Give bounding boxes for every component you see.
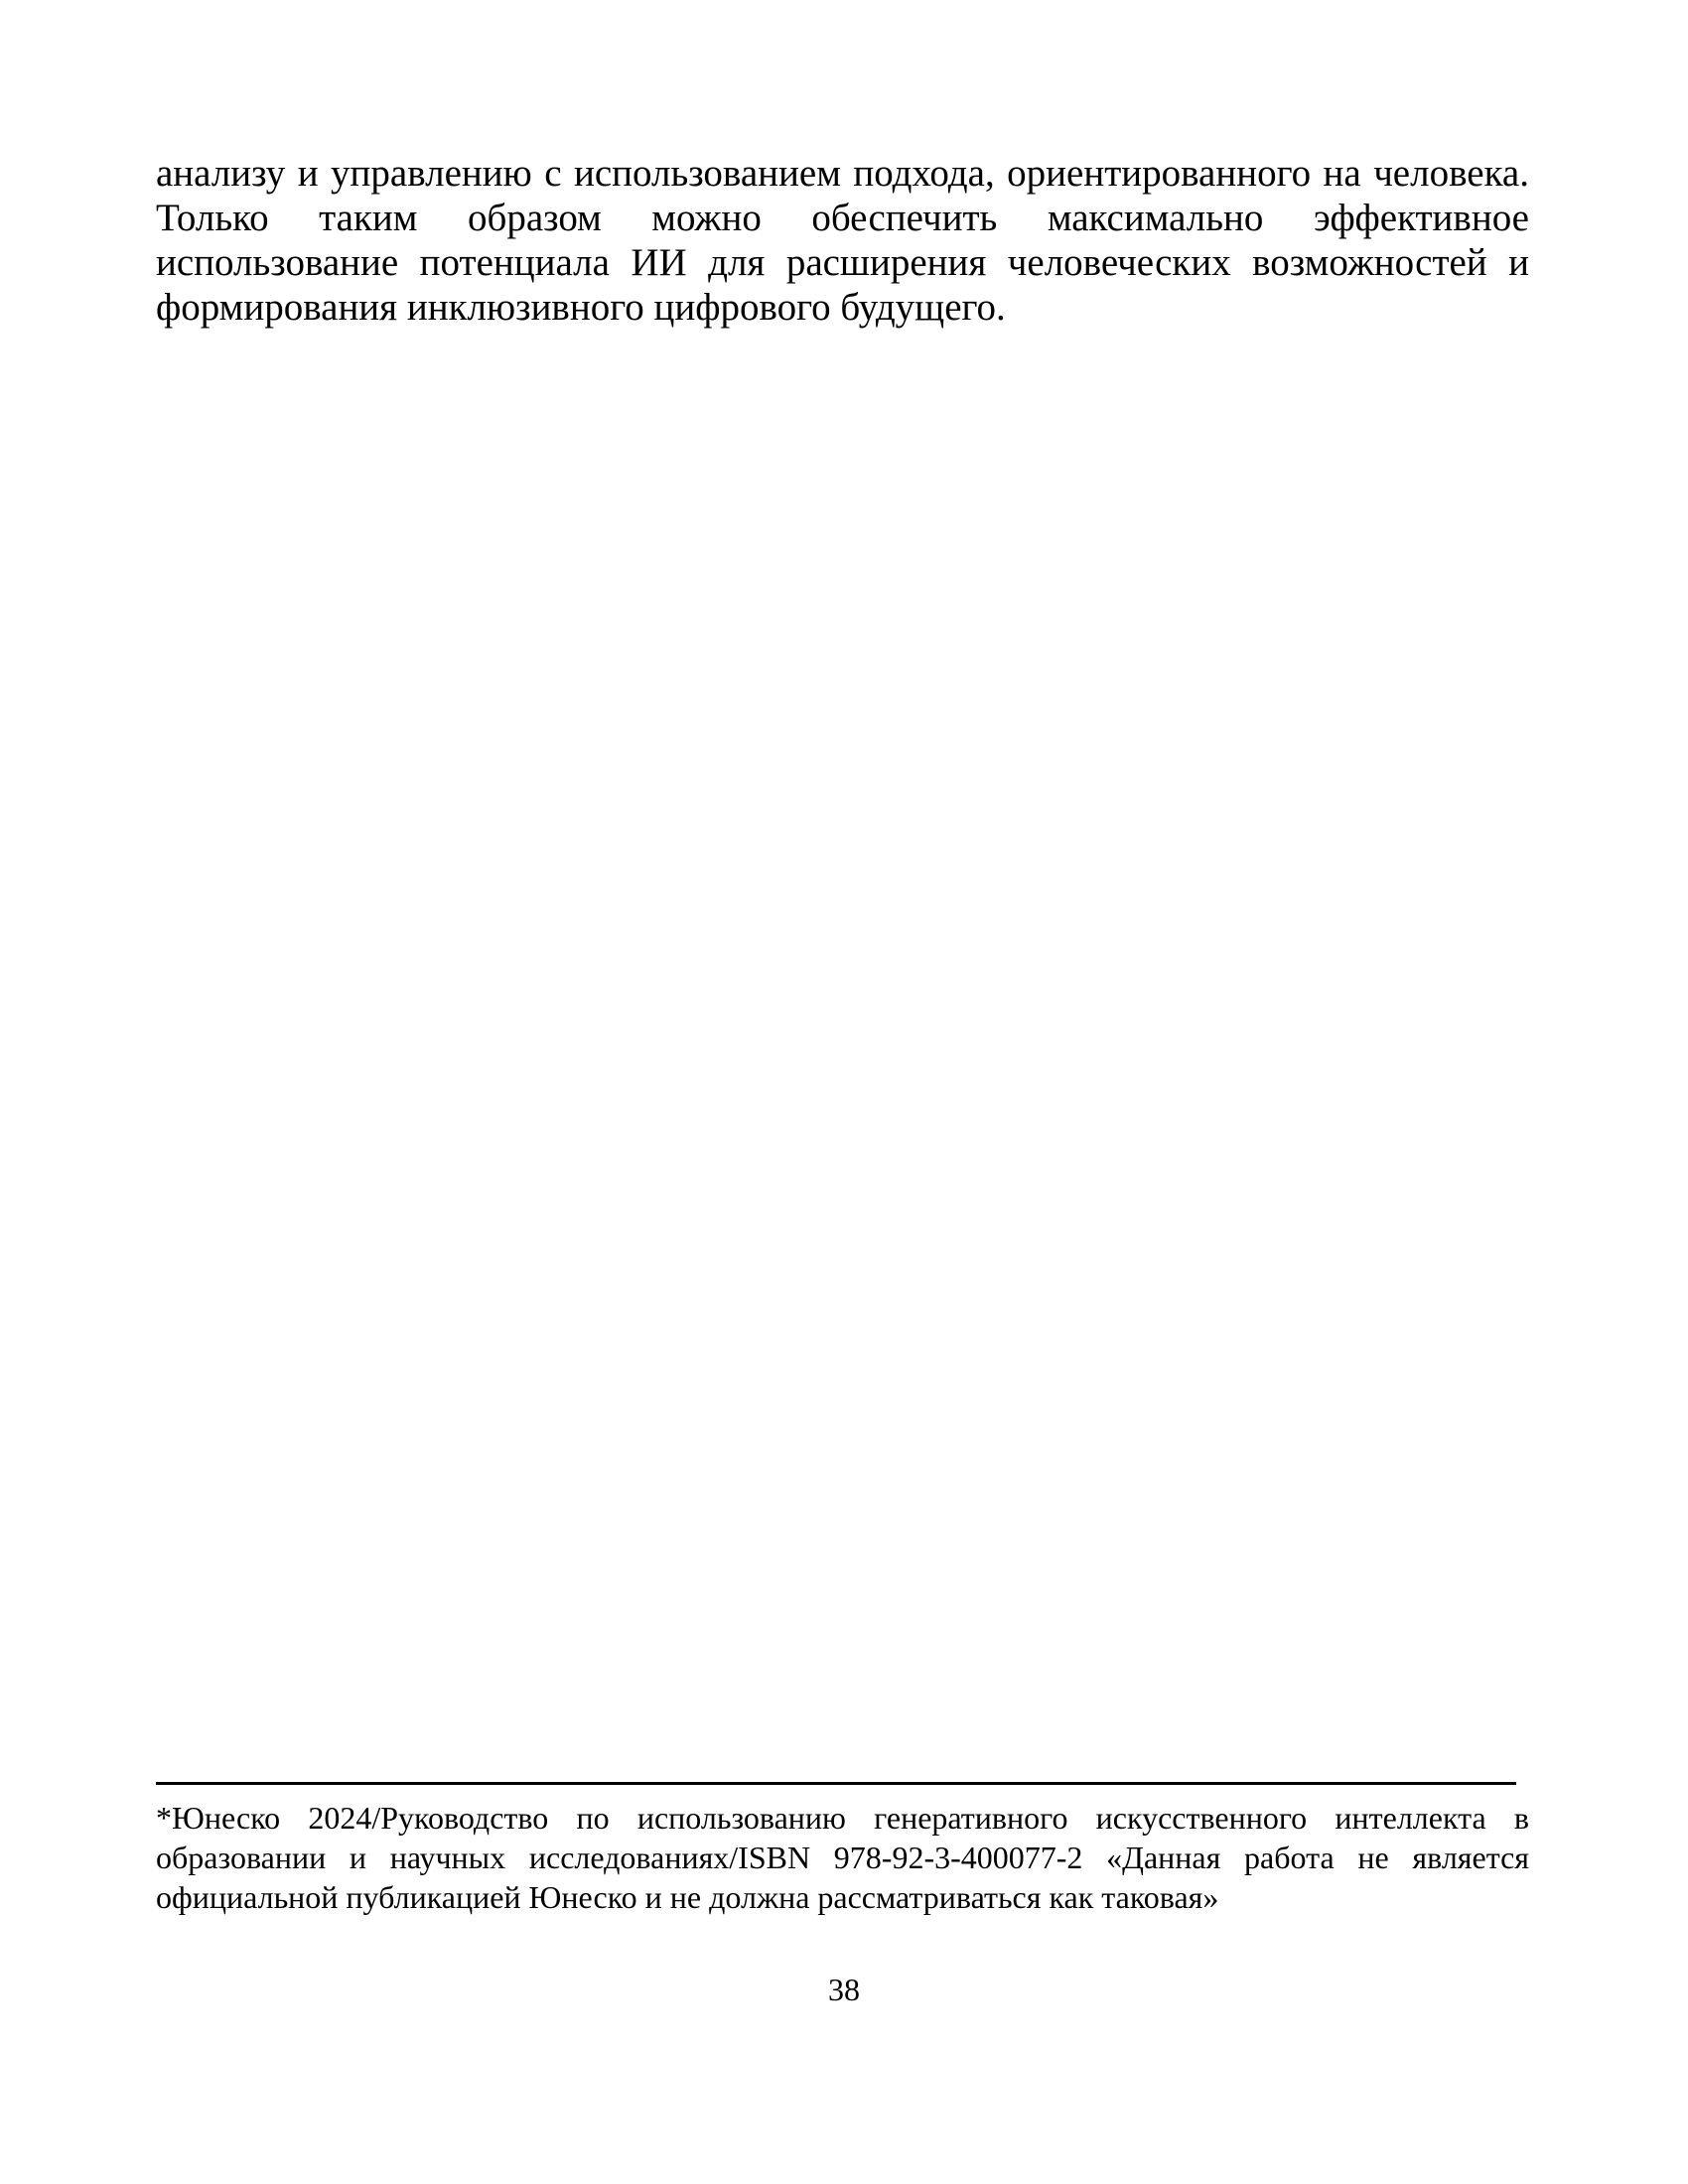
footnote-separator: [156, 1782, 1516, 1785]
page-number: 38: [828, 1972, 860, 2007]
footnote: *Юнеско 2024/Руководство по использованию генеративного искусственного интеллекта в образовании и научных исследованиях/ISBN 978-92-3-400077-2 «Данная работа не является официальной публикацией Юнеско и не должна рассматриваться как таковая»: [156, 1800, 1529, 1915]
body-paragraph: анализу и управлению с использованием подхода, ориентированного на человека. Только таким образом можно обеспечить максимально эффективное использование потенциала ИИ для расширения человеческих возможностей и формирования инклюзивного цифрового будущего.: [156, 152, 1529, 329]
